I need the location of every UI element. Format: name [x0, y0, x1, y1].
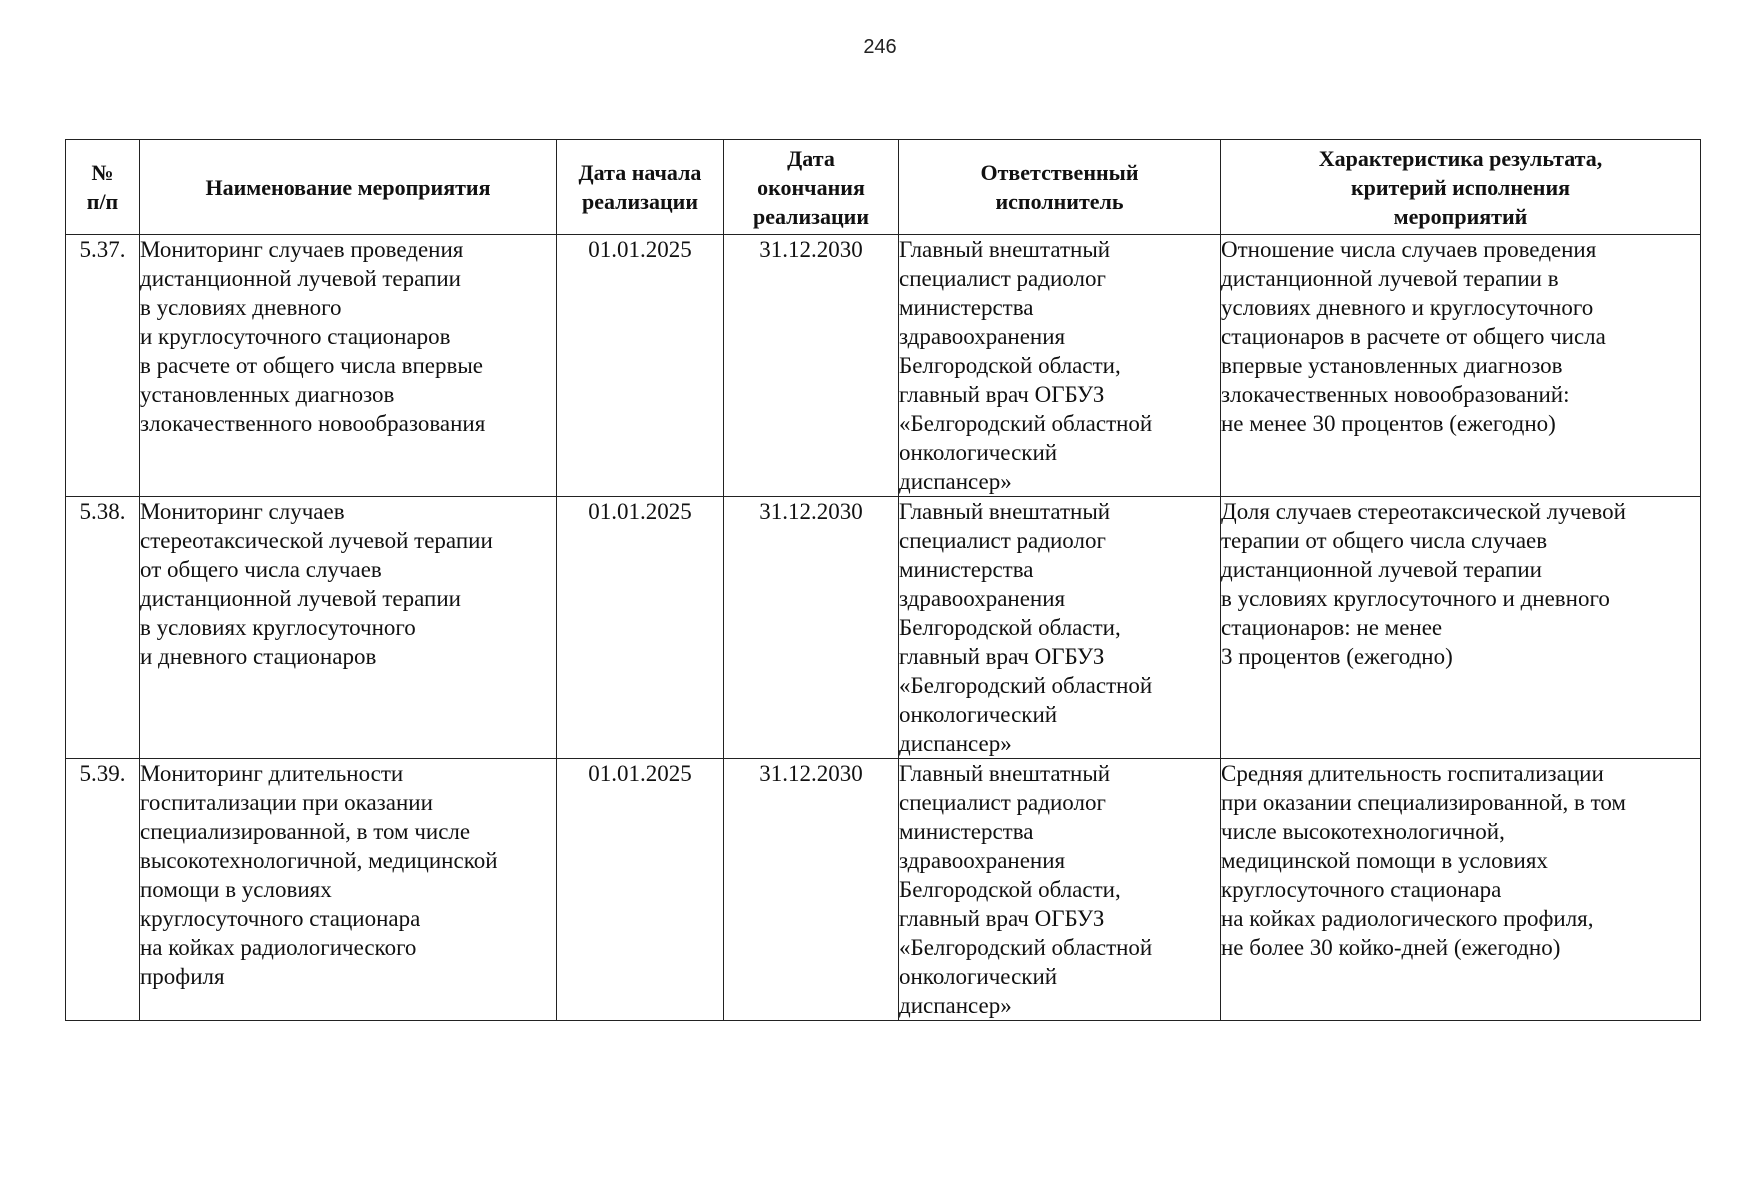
result-criteria: Доля случаев стереотаксической лучевой терапии от общего числа случаев дистанционной лучевой терапии в условиях круглосуточного и дневного стационаров: не менее 3 процентов (ежегодно)	[1221, 497, 1701, 759]
table-header-row	[66, 140, 1701, 235]
activity-name: Мониторинг случаев стереотаксической лучевой терапии от общего числа случаев дистанционной лучевой терапии в условиях круглосуточного и дневного стационаров	[140, 497, 557, 759]
activities-table	[65, 139, 1701, 1021]
responsible-executor: Главный внештатный специалист радиолог министерства здравоохранения Белгородской области, главный врач ОГБУЗ «Белгородский областной онкологический диспансер»	[899, 759, 1221, 1021]
table-row	[66, 235, 1701, 497]
header-num: № п/п	[66, 140, 140, 235]
table-row	[66, 759, 1701, 1021]
result-criteria: Отношение числа случаев проведения дистанционной лучевой терапии в условиях дневного и круглосуточного стационаров в расчете от общего числа впервые установленных диагнозов злокачественных новообразований: не менее 30 процентов (ежегодно)	[1221, 235, 1701, 497]
header-start-date: Дата начала реализации	[557, 140, 724, 235]
end-date: 31.12.2030	[724, 497, 899, 759]
end-date: 31.12.2030	[724, 759, 899, 1021]
start-date: 01.01.2025	[557, 235, 724, 497]
row-number: 5.38.	[66, 497, 140, 759]
activity-name: Мониторинг случаев проведения дистанционной лучевой терапии в условиях дневного и круглосуточного стационаров в расчете от общего числа впервые установленных диагнозов злокачественного новообразования	[140, 235, 557, 497]
table-row	[66, 497, 1701, 759]
start-date: 01.01.2025	[557, 759, 724, 1021]
result-criteria: Средняя длительность госпитализации при оказании специализированной, в том числе высокотехнологичной, медицинской помощи в условиях круглосуточного стационара на койках радиологического профиля, не более 30 койко-дней (ежегодно)	[1221, 759, 1701, 1021]
row-number: 5.37.	[66, 235, 140, 497]
page-number: 246	[863, 36, 897, 58]
header-name: Наименование мероприятия	[140, 140, 557, 235]
header-responsible: Ответственный исполнитель	[899, 140, 1221, 235]
start-date: 01.01.2025	[557, 497, 724, 759]
responsible-executor: Главный внештатный специалист радиолог министерства здравоохранения Белгородской области, главный врач ОГБУЗ «Белгородский областной онкологический диспансер»	[899, 235, 1221, 497]
responsible-executor: Главный внештатный специалист радиолог министерства здравоохранения Белгородской области, главный врач ОГБУЗ «Белгородский областной онкологический диспансер»	[899, 497, 1221, 759]
header-end-date: Дата окончания реализации	[724, 140, 899, 235]
header-result: Характеристика результата, критерий исполнения мероприятий	[1221, 140, 1701, 235]
end-date: 31.12.2030	[724, 235, 899, 497]
activity-name: Мониторинг длительности госпитализации при оказании специализированной, в том числе высокотехнологичной, медицинской помощи в условиях круглосуточного стационара на койках радиологического профиля	[140, 759, 557, 1021]
row-number: 5.39.	[66, 759, 140, 1021]
